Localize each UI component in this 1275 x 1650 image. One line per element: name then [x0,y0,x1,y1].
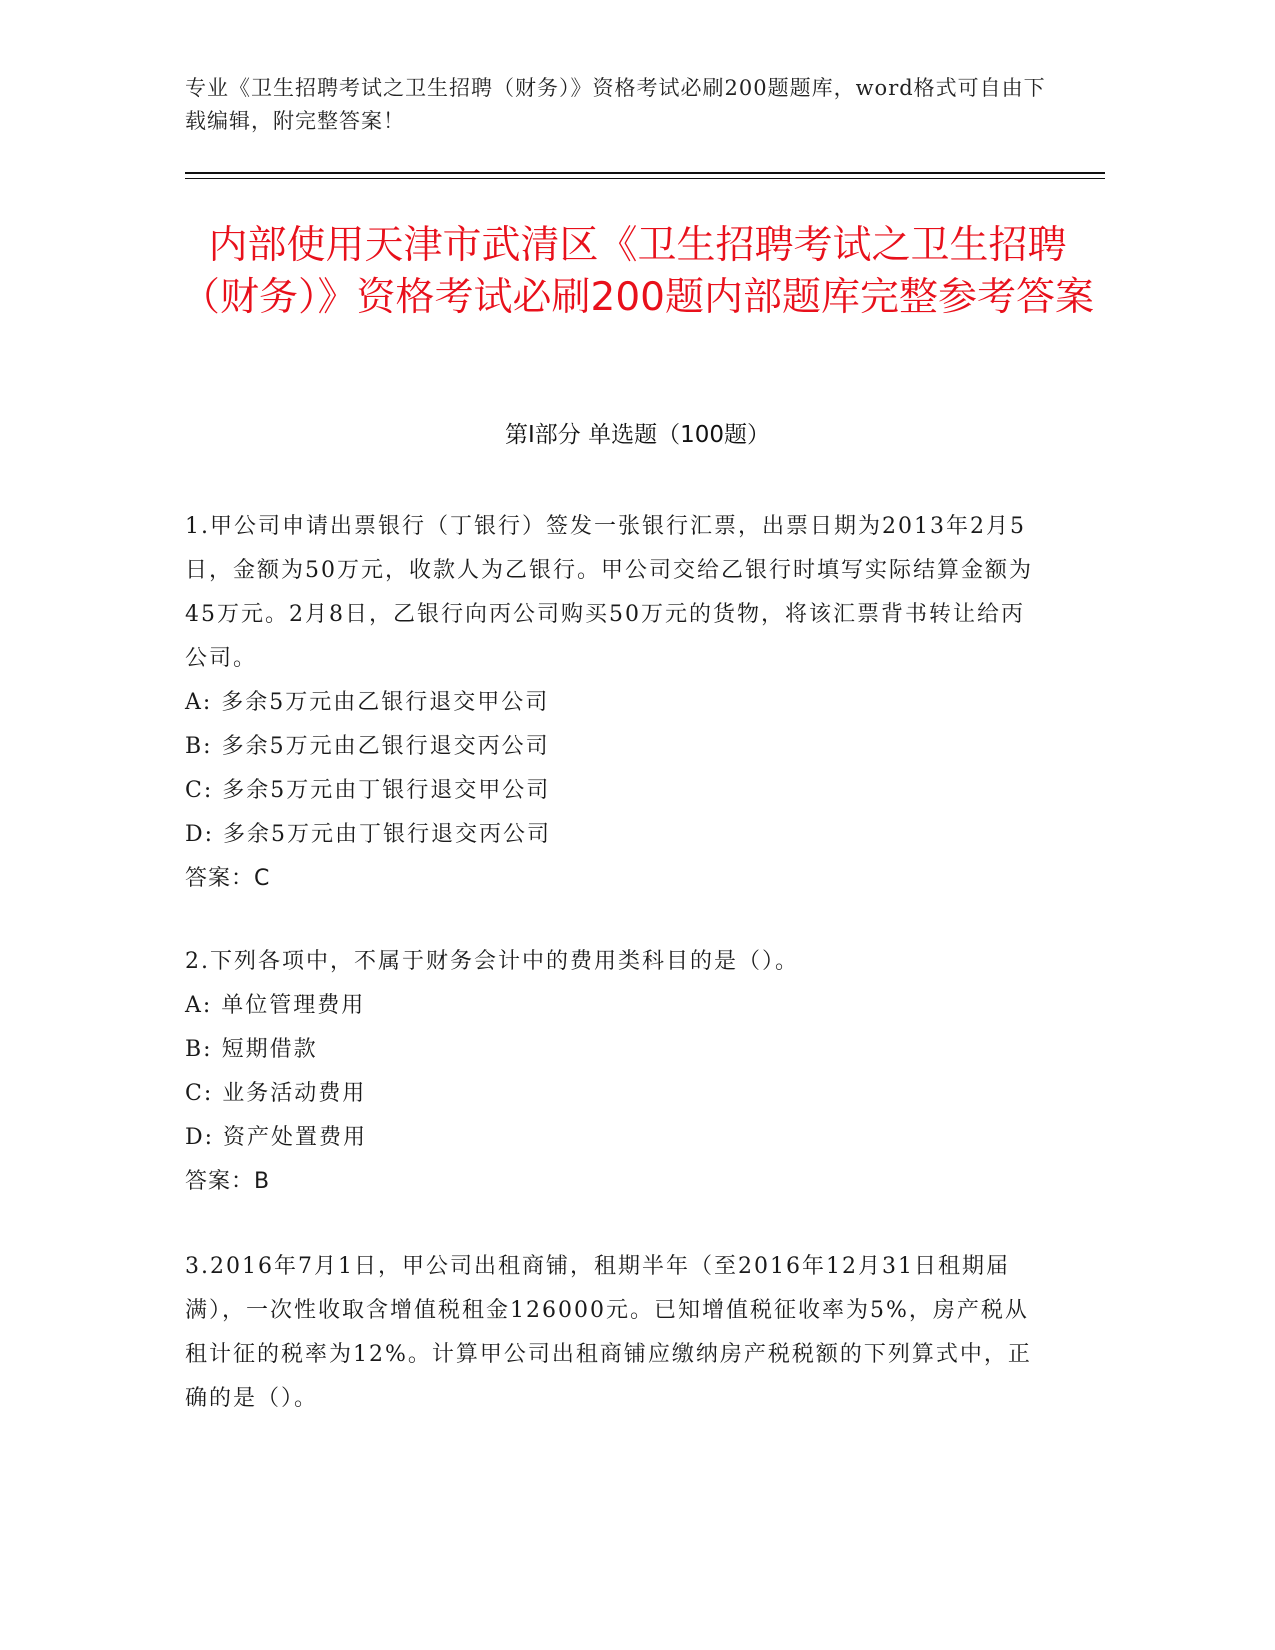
question-stem: 2.下列各项中，不属于财务会计中的费用类科目的是（）。 [185,949,799,974]
option-a: A: 单位管理费用 [185,993,366,1018]
question-1 [185,505,1045,901]
answer: 答案：C [185,866,271,891]
question-3 [185,1245,1045,1421]
document-title: 内部使用天津市武清区《卫生招聘考试之卫生招聘（财务）》资格考试必刷200题内部题库完整参考答案 [181,223,1094,320]
header-divider [185,172,1105,174]
header-divider-thin [185,178,1105,179]
option-a: A: 多余5万元由乙银行退交甲公司 [185,690,550,715]
question-2 [185,940,1045,1204]
option-c: C: 多余5万元由丁银行退交甲公司 [185,778,551,803]
option-b: B: 短期借款 [185,1037,318,1062]
header-note: 专业《卫生招聘考试之卫生招聘（财务）》资格考试必刷200题题库，word格式可自由下载编辑，附完整答案！ [185,76,1046,133]
option-d: D: 多余5万元由丁银行退交丙公司 [185,822,552,847]
question-stem: 3.2016年7月1日，甲公司出租商铺，租期半年（至2016年12月31日租期届满），一次性收取含增值税租金126000元。已知增值税征收率为5%，房产税从租计征的税率为12%。计算甲公司出租商铺应缴纳房产税税额的下列算式中，正确的是（）。 [185,1254,1032,1411]
section-heading: 第Ⅰ部分 单选题（100题） [505,422,770,448]
option-c: C: 业务活动费用 [185,1081,367,1106]
question-stem: 1.甲公司申请出票银行（丁银行）签发一张银行汇票，出票日期为2013年2月5日，金额为50万元，收款人为乙银行。甲公司交给乙银行时填写实际结算金额为45万元。2月8日，乙银行向丙公司购买50万元的货物，将该汇票背书转让给丙公司。 [185,514,1033,671]
answer: 答案：B [185,1169,271,1194]
option-d: D: 资产处置费用 [185,1125,368,1150]
option-b: B: 多余5万元由乙银行退交丙公司 [185,734,550,759]
